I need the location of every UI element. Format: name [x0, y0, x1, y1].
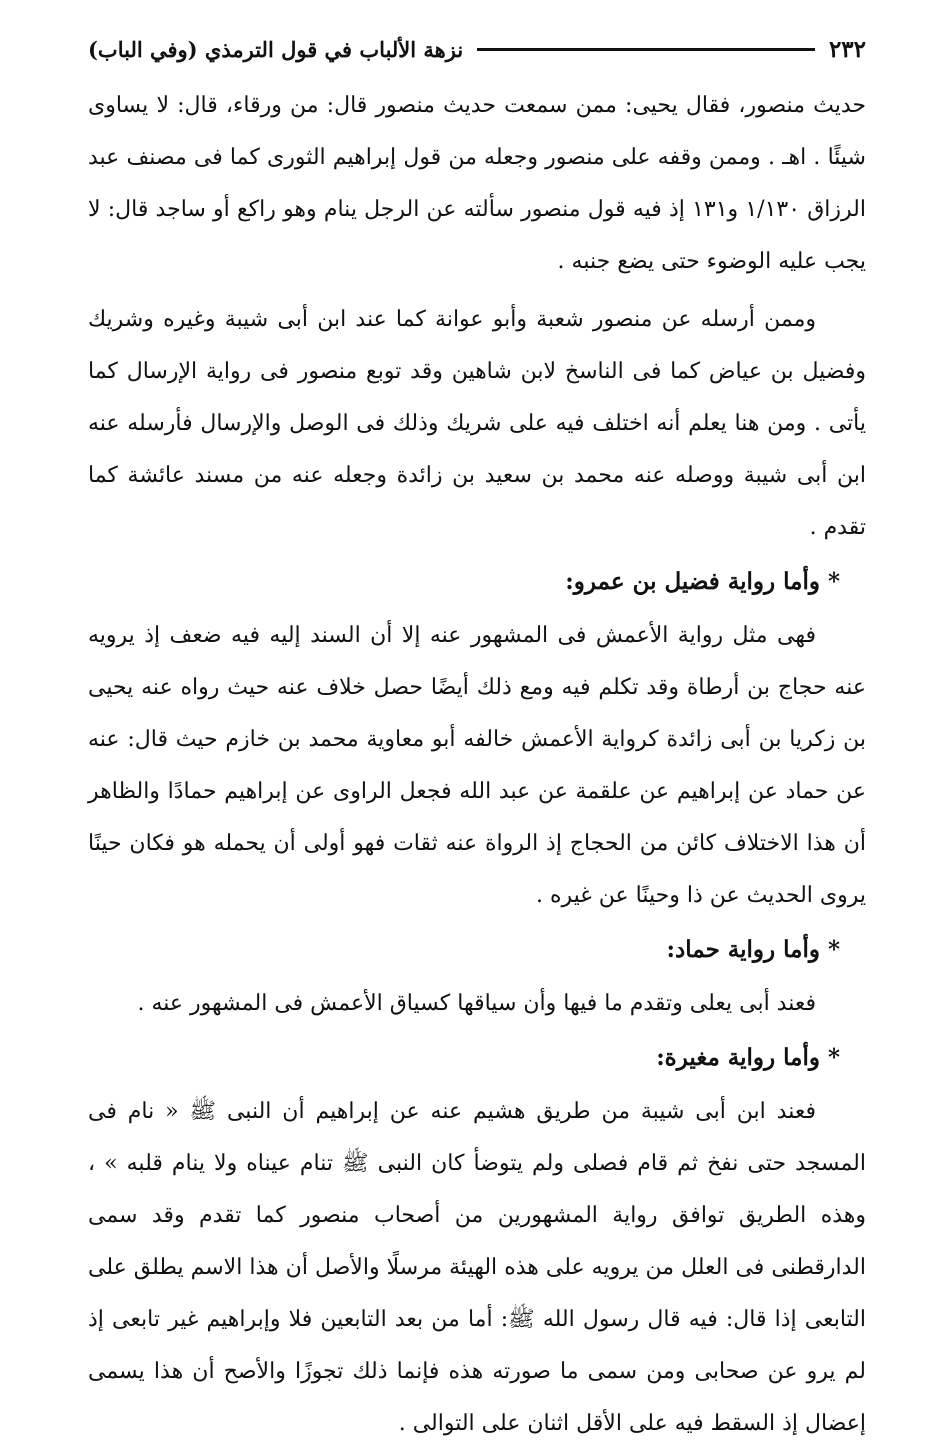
section-heading-fudayl: * وأما رواية فضيل بن عمرو:: [565, 568, 840, 595]
paragraph-4: فعند أبى يعلى وتقدم ما فيها وأن سياقها كسياق الأعمش فى المشهور عنه .: [137, 991, 816, 1016]
book-page: [88, 26, 866, 1436]
section-heading-hammad: * وأما رواية حماد:: [666, 936, 840, 963]
page-number: ٢٣٢: [828, 35, 866, 63]
running-title: نزهة الألباب في قول الترمذي (وفي الباب): [88, 36, 464, 62]
section-heading-mughira: * وأما رواية مغيرة:: [656, 1044, 840, 1071]
page-body: [88, 80, 866, 1450]
paragraph-2: وممن أرسله عن منصور شعبة وأبو عوانة كما عند ابن أبى شيبة وغيره وشريك وفضيل بن عياض كما فى الناسخ لابن شاهين وقد توبع منصور فى رواية الإرسال كما يأتى . ومن هنا يعلم أنه اختلف فيه على شريك وذلك فى الوصل والإرسال فأرسله عنه ابن أبى شيبة ووصله عنه محمد بن سعيد بن زائدة وجعله عنه من مسند عائشة كما تقدم .: [88, 307, 866, 540]
paragraph-3: فهى مثل رواية الأعمش فى المشهور عنه إلا أن السند إليه فيه ضعف إذ يرويه عنه حجاج بن أرطاة وقد تكلم فيه ومع ذلك أيضًا حصل خلاف عنه حيث رواه عنه يحيى بن زكريا بن أبى زائدة كرواية الأعمش خالفه أبو معاوية محمد بن خازم حيث قال: عنه عن حماد عن إبراهيم عن علقمة عن عبد الله فجعل الراوى عن إبراهيم حمادًا والظاهر أن هذا الاختلاف كائن من الحجاج إذ الرواة عنه ثقات فهو أولى أن يحمله هو فكان حينًا يروى الحديث عن ذا وحينًا عن غيره .: [88, 623, 866, 908]
page-header: [88, 26, 866, 72]
paragraph-5: فعند ابن أبى شيبة من طريق هشيم عنه عن إبراهيم أن النبى ﷺ « نام فى المسجد حتى نفخ ثم قام فصلى ولم يتوضأ كان النبى ﷺ تنام عيناه ولا ينام قلبه » ، وهذه الطريق توافق رواية المشهورين من أصحاب منصور كما تقدم وقد سمى الدارقطنى فى العلل من يرويه على هذه الهيئة مرسلًا والأصل أن هذا الاسم يطلق على التابعى إذا قال: فيه قال رسول الله ﷺ: أما من بعد التابعين فلا وإبراهيم غير تابعى إذ لم يرو عن صحابى ومن سمى ما صورته هذه فإنما ذلك تجوزًا والأصح أن هذا يسمى إعضال إذ السقط فيه على الأقل اثنان على التوالى .: [88, 1099, 866, 1436]
header-rule: [477, 48, 815, 51]
paragraph-1: حديث منصور، فقال يحيى: ممن سمعت حديث منصور قال: من ورقاء، قال: لا يساوى شيئًا . اهـ . وممن وقفه على منصور وجعله من قول إبراهيم الثورى كما فى مصنف عبد الرزاق ١/١٣٠ و١٣١ إذ فيه قول منصور سألته عن الرجل ينام وهو راكع أو ساجد قال: لا يجب عليه الوضوء حتى يضع جنبه .: [88, 93, 866, 274]
